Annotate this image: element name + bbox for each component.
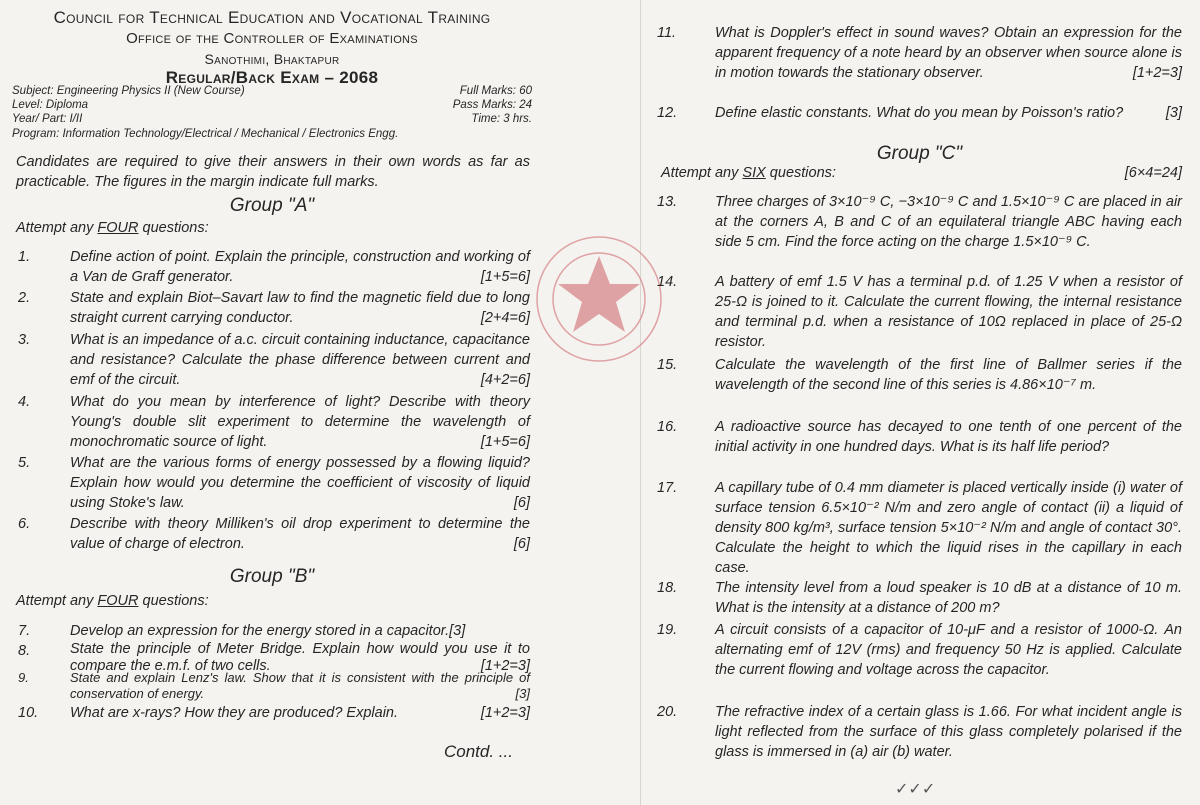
full-marks-label: Full Marks: 60 <box>459 85 532 97</box>
question-text: Calculate the wavelength of the first line of Ballmer series if the wavelength of the second line of this series is 4.86×10⁻⁷ m. <box>715 357 1182 393</box>
question-text: Three charges of 3×10⁻⁹ C, −3×10⁻⁹ C and 1.5×10⁻⁹ C are placed in air at the corners A, B and C of an equilateral triangle ABC having each side 5 cm. Find the force acting on the charge 1.5×10⁻⁹ C. <box>715 194 1182 250</box>
question-7 <box>18 621 530 641</box>
question-number: 6. <box>18 516 31 532</box>
office-name: Office of the Controller of Examinations <box>126 30 418 47</box>
group-c-marks: [6×4=24] <box>1124 165 1182 181</box>
question-number: 15. <box>657 357 678 373</box>
level-label: Level: Diploma <box>12 99 89 111</box>
question-text: State and explain Biot–Savart law to find the magnetic field due to long straight current carrying conductor. [2+4=6] <box>70 290 530 326</box>
question-text: State and explain Lenz's law. Show that it is consistent with the principle of conservation of energy. [3] <box>70 670 530 701</box>
question-number: 4. <box>18 394 31 410</box>
question-marks: [3] <box>449 623 466 639</box>
question-13 <box>657 192 1182 272</box>
question-text: Develop an expression for the energy stored in a capacitor.[3] <box>70 623 466 639</box>
question-marks: [1+5=6] <box>480 269 530 285</box>
question-number: 2. <box>18 290 31 306</box>
question-number: 11. <box>657 25 677 41</box>
meta-row-level <box>12 99 532 111</box>
question-10 <box>18 703 530 723</box>
question-16 <box>657 417 1182 477</box>
question-number: 20. <box>657 704 678 720</box>
council-name: Council for Technical Education and Vocational Training <box>53 8 491 27</box>
question-2 <box>18 288 530 328</box>
continued-label: Contd. ... <box>444 742 513 761</box>
group-b-title: Group "B" <box>229 566 315 587</box>
question-number: 8. <box>18 643 31 659</box>
question-number: 13. <box>657 194 678 210</box>
question-number: 1. <box>18 249 31 265</box>
office-location: Sanothimi, Bhaktapur <box>204 51 340 67</box>
question-marks: [4+2=6] <box>480 372 530 388</box>
year-part-label: Year/ Part: I/II <box>12 113 83 125</box>
question-20 <box>657 702 1182 782</box>
question-1 <box>18 247 530 287</box>
question-text: The refractive index of a certain glass is 1.66. For what incident angle is light reflected from the surface of this glass completely polarised if the glass is immersed in (a) air (b) water. <box>715 704 1182 760</box>
question-marks: [2+4=6] <box>480 310 530 326</box>
question-9 <box>18 670 530 702</box>
subject-label: Subject: Engineering Physics II (New Course) <box>12 85 245 97</box>
question-number: 18. <box>657 580 678 596</box>
question-4 <box>18 392 530 452</box>
question-number: 14. <box>657 274 678 290</box>
question-19 <box>657 620 1182 700</box>
question-15 <box>657 355 1182 415</box>
question-18 <box>657 578 1182 618</box>
question-text: Define elastic constants. What do you mean by Poisson's ratio? [3] <box>715 105 1182 121</box>
pass-marks-label: Pass Marks: 24 <box>452 99 532 111</box>
question-marks: [6] <box>513 495 530 511</box>
meta-row-subject <box>12 85 532 97</box>
question-12 <box>657 103 1182 143</box>
question-text: A battery of emf 1.5 V has a terminal p.d. of 1.25 V when a resistor of 25-Ω is joined to it. Calculate the current flowing, the internal resistance and terminal p.d. when a resistance of 10Ω replaced in place of 25-Ω resistor. <box>715 274 1182 350</box>
question-marks: [6] <box>513 536 530 552</box>
question-text: A circuit consists of a capacitor of 10-μF and a resistor of 1000-Ω. An alternating emf of 12V (rms) and frequency 50 Hz is applied. Calculate the current flowing and voltage across the capacitor. <box>715 622 1182 678</box>
question-text: What is an impedance of a.c. circuit containing inductance, capacitance and resistance? Calculate the phase difference between current and emf of the circuit. [4+2=6] <box>70 332 530 388</box>
group-c-title: Group "C" <box>876 143 963 164</box>
question-marks: [1+5=6] <box>480 434 530 450</box>
question-marks: [1+2=3] <box>480 658 530 674</box>
group-b-attempt: Attempt any FOUR questions: <box>16 593 209 609</box>
end-mark-icon: ✓✓✓ <box>895 781 936 798</box>
question-text: What are x-rays? How they are produced? Explain. [1+2=3] <box>70 705 530 721</box>
question-text: Describe with theory Milliken's oil drop experiment to determine the value of charge of electron. [6] <box>70 516 530 552</box>
question-marks: [3] <box>1165 105 1182 121</box>
question-text: The intensity level from a loud speaker is 10 dB at a distance of 10 m. What is the intensity at a distance of 200 m? <box>715 580 1182 616</box>
question-11 <box>657 23 1182 103</box>
question-number: 17. <box>657 480 678 496</box>
group-a-attempt: Attempt any FOUR questions: <box>16 220 209 236</box>
question-number: 19. <box>657 622 678 638</box>
question-text: Define action of point. Explain the principle, construction and working of a Van de Graff generator. [1+5=6] <box>70 249 530 285</box>
institution-seal-watermark <box>528 228 670 370</box>
question-text: What are the various forms of energy possessed by a flowing liquid? Explain how would you determine the coefficient of viscosity of liquid using Stoke's law. [6] <box>70 455 530 511</box>
question-number: 7. <box>18 623 31 639</box>
question-6 <box>18 514 530 554</box>
instructions-text: Candidates are required to give their answers in their own words as far as practicable. The figures in the margin indicate full marks. <box>16 154 530 190</box>
question-number: 5. <box>18 455 31 471</box>
time-label: Time: 3 hrs. <box>471 113 532 125</box>
question-text: What is Doppler's effect in sound waves? Obtain an expression for the apparent frequency of a note heard by an observer when source alone is in motion towards the stationary observer. [1+2=3] <box>715 25 1182 81</box>
question-5 <box>18 453 530 513</box>
page-fold-divider <box>640 0 641 805</box>
question-number: 9. <box>18 670 29 685</box>
question-number: 10. <box>18 705 39 721</box>
question-number: 16. <box>657 419 678 435</box>
question-text: A capillary tube of 0.4 mm diameter is placed vertically inside (i) water of surface tension 6.5×10⁻² N/m and zero angle of contact (ii) a liquid of density 800 kg/m³, surface tension 5×10⁻² N/m and angle of contact 30°. Calculate the height to which the liquid rises in the capillary in each case. <box>715 480 1182 576</box>
program-label: Program: Information Technology/Electrical / Mechanical / Electronics Engg. <box>12 128 399 140</box>
question-text: What do you mean by interference of light? Describe with theory Young's double slit experiment to determine the wavelength of monochromatic source of light. [1+5=6] <box>70 394 530 450</box>
group-a-title: Group "A" <box>229 195 315 216</box>
question-14 <box>657 272 1182 352</box>
question-marks: [3] <box>515 686 530 701</box>
exam-title: Regular/Back Exam – 2068 <box>165 68 379 87</box>
question-marks: [1+2=3] <box>480 705 530 721</box>
question-number: 12. <box>657 105 678 121</box>
meta-row-year <box>12 113 532 125</box>
question-text: State the principle of Meter Bridge. Explain how would you use it to compare the e.m.f. of two cells. [1+2=3] <box>70 641 530 674</box>
question-17 <box>657 478 1182 578</box>
group-c-attempt: Attempt any SIX questions: [6×4=24] <box>661 165 1182 181</box>
question-number: 3. <box>18 332 31 348</box>
question-text: A radioactive source has decayed to one tenth of one percent of the initial activity in one hundred days. What is its half life period? <box>715 419 1182 455</box>
question-marks: [1+2=3] <box>1132 65 1182 81</box>
question-3 <box>18 330 530 390</box>
meta-row-program <box>12 128 532 140</box>
